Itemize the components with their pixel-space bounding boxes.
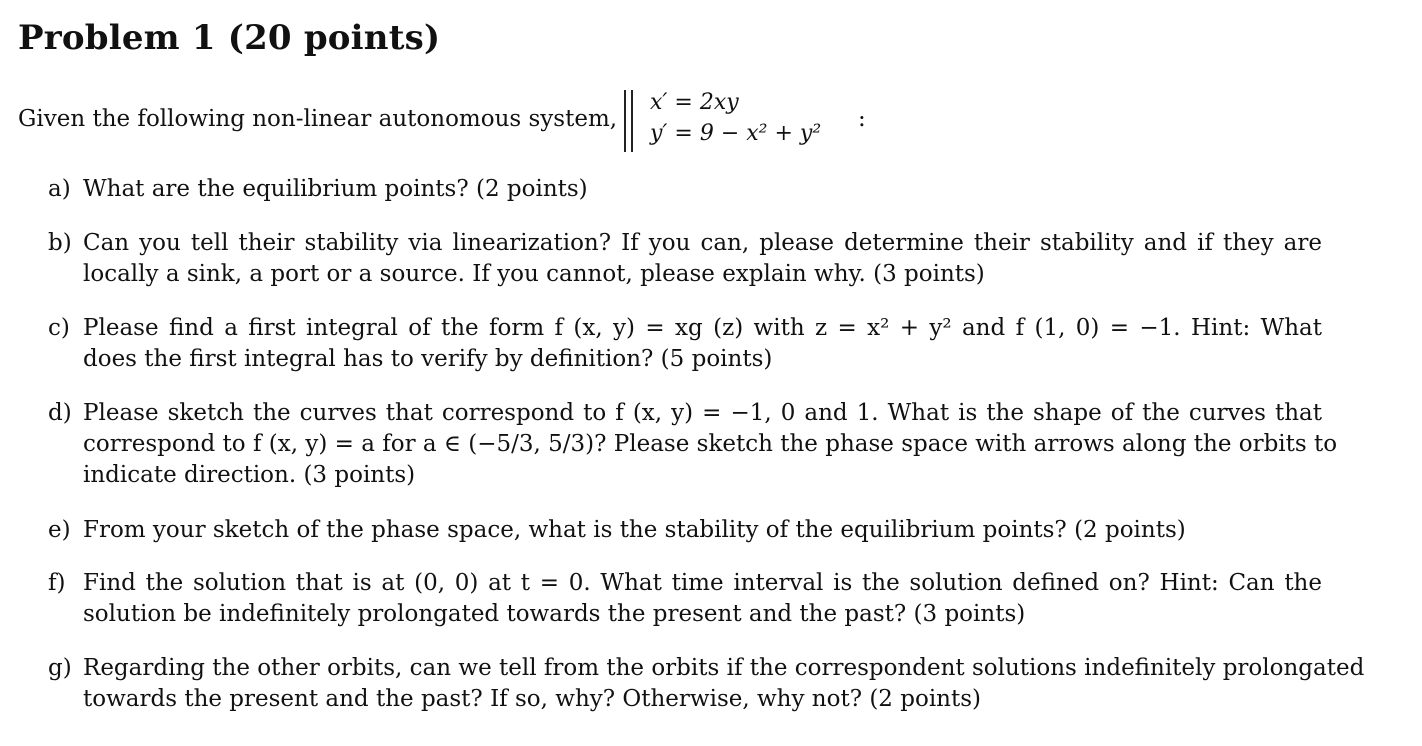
question-g <box>48 653 1365 715</box>
question-line: Please sketch the curves that correspond to f (x, y) = −1, 0 and 1. What is the shape of the curves that <box>83 400 1322 426</box>
question-line: correspond to f (x, y) = a for a ∈ (−5/3, 5/3)? Please sketch the phase space with arrows along the orbits to <box>83 431 1338 457</box>
problem-title: Problem 1 (20 points) <box>18 18 441 58</box>
question-b <box>48 228 1322 290</box>
system-brace <box>624 90 633 152</box>
question-label: a) <box>48 176 71 202</box>
equation-x-prime: x′ = 2xy <box>650 90 739 115</box>
question-label: f) <box>48 570 66 596</box>
intro-text: Given the following non-linear autonomous system, <box>18 106 618 132</box>
question-line: Can you tell their stability via linearization? If you can, please determine their stability and if they are <box>83 230 1322 256</box>
question-label: d) <box>48 400 72 426</box>
question-label: e) <box>48 517 71 543</box>
question-label: b) <box>48 230 72 256</box>
equation-y-prime: y′ = 9 − x² + y² <box>650 121 822 146</box>
question-line: Regarding the other orbits, can we tell from the orbits if the correspondent solutions indefinitely prolongated <box>83 655 1365 681</box>
question-f <box>48 568 1322 630</box>
question-e <box>48 515 1322 546</box>
question-a <box>48 174 1322 205</box>
question-label: g) <box>48 655 72 681</box>
question-line: locally a sink, a port or a source. If you cannot, please explain why. (3 points) <box>83 261 985 287</box>
question-line: Please find a first integral of the form f (x, y) = xg (z) with z = x² + y² and f (1, 0) = −1. Hint: What <box>83 315 1322 341</box>
question-line: solution be indefinitely prolongated towards the present and the past? (3 points) <box>83 601 1026 627</box>
question-line: What are the equilibrium points? (2 points) <box>83 176 588 202</box>
question-c <box>48 313 1322 375</box>
question-line: indicate direction. (3 points) <box>83 462 416 488</box>
intro-colon: : <box>858 106 866 132</box>
intro-row <box>18 88 1018 158</box>
question-line: does the first integral has to verify by definition? (5 points) <box>83 346 773 372</box>
question-line: towards the present and the past? If so, why? Otherwise, why not? (2 points) <box>83 686 982 712</box>
question-label: c) <box>48 315 70 341</box>
question-d <box>48 398 1338 491</box>
question-line: From your sketch of the phase space, what is the stability of the equilibrium points? (2 points) <box>83 517 1186 543</box>
question-line: Find the solution that is at (0, 0) at t = 0. What time interval is the solution defined on? Hint: Can the <box>83 570 1322 596</box>
